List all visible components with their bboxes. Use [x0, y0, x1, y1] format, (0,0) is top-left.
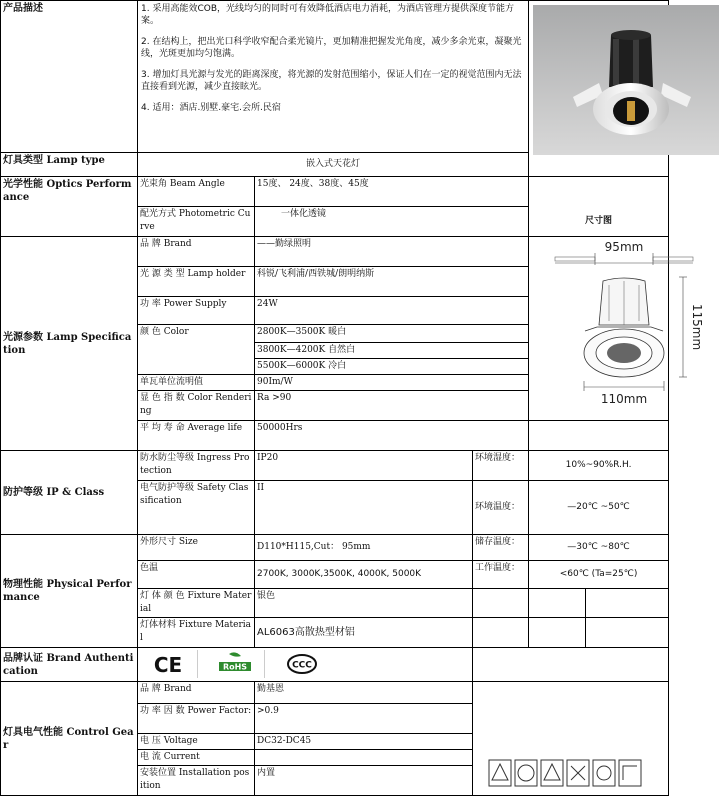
ce-mark-text: CE: [153, 653, 183, 677]
humidity-value: 10%~90%R.H.: [529, 451, 669, 481]
empty-cell: [586, 618, 669, 648]
rohs-mark-text: RoHS: [222, 662, 247, 672]
current-label: 电 流 Current: [138, 750, 255, 766]
description-cell: [138, 1, 529, 153]
voltage-value: DC32-DC45: [255, 734, 473, 750]
current-value: [255, 750, 473, 766]
cct-label: 色温: [138, 561, 255, 589]
ce-logo: [138, 650, 198, 678]
storage-temp-label: 储存温度：: [473, 535, 529, 561]
empty-cell: [529, 177, 669, 207]
power-factor-value: >0.9: [255, 704, 473, 734]
product-photo-cell: [529, 1, 669, 177]
installation-label: 安装位置 Installation position: [138, 766, 255, 796]
lamp-holder-value: 科锐/飞利浦/西铁城/朗明纳斯: [255, 267, 529, 297]
work-temp-label: 工作温度：: [473, 561, 529, 589]
product-photo: [533, 5, 719, 155]
cri-label: 显 色 指 数 Color Rendering: [138, 391, 255, 421]
compliance-icons-cell: [473, 682, 669, 796]
efficacy-label: 单瓦单位流明值: [138, 375, 255, 391]
bottom-width-label: 110mm: [600, 392, 648, 406]
category-light-source: 光源参数 Lamp Specification: [1, 237, 138, 451]
lamp-holder-label: 光 源 类 型 Lamp holder: [138, 267, 255, 297]
empty-cell: [529, 589, 586, 618]
category-protection: 防护等级 IP & Class: [1, 451, 138, 535]
power-label: 功 率 Power Supply: [138, 297, 255, 325]
category-optics: 光学性能 Optics Performance: [1, 177, 138, 237]
humidity-label: 环境湿度：: [473, 451, 529, 481]
ccc-mark-text: CCC: [291, 660, 312, 671]
category-control-gear: 灯具电气性能 Control Gear: [1, 682, 138, 796]
ip-label: 防水防尘等级 Ingress Protection: [138, 451, 255, 481]
description-paragraph: 1. 采用高能效COB，光线均匀的同时可有效降低酒店电力消耗，为酒店管理方提供深度节能方案。: [141, 4, 514, 26]
fixture-color-label: 灯 体 颜 色 Fixture Material: [138, 589, 255, 618]
fixture-material-label: 灯体材料 Fixture Material: [138, 618, 255, 648]
lamp-type-value: 嵌入式天花灯: [138, 153, 529, 177]
description-paragraph: 3. 增加灯具光源与发光的距离深度，将光源的发射范围缩小，保证人们在一定的视觉范围内无法直接看到光源，减少直接眩光。: [141, 70, 522, 92]
color-label: 颜 色 Color: [138, 325, 255, 375]
certification-logos: [138, 648, 473, 682]
photometric-value: 一体化透镜: [255, 207, 529, 237]
power-value: 24W: [255, 297, 529, 325]
dimension-drawing-cell: [529, 237, 705, 421]
category-lamp-type: 灯具类型 Lamp type: [1, 153, 138, 177]
ip-value: IP20: [255, 451, 473, 481]
category-certification: 品牌认证 Brand Authentication: [1, 648, 138, 682]
installation-value: 内置: [255, 766, 473, 796]
color-option: 2800K—3500K 暖白: [255, 325, 529, 343]
empty-cell: [529, 618, 586, 648]
empty-cell: [473, 589, 529, 618]
empty-cell: [529, 421, 669, 451]
env-temp-label: 环境温度：: [473, 481, 529, 535]
empty-cell: [473, 618, 529, 648]
efficacy-value: 90Im/W: [255, 375, 529, 391]
size-label: 外形尺寸 Size: [138, 535, 255, 561]
rohs-logo: [205, 650, 265, 678]
safety-value: II: [255, 481, 473, 535]
category-physical: 物理性能 Physical Performance: [1, 535, 138, 648]
power-factor-label: 功 率 因 数 Power Factor:: [138, 704, 255, 734]
height-label: 115mm: [690, 303, 705, 351]
fixture-color-value: 银色: [255, 589, 473, 618]
category-product-description: 产品描述: [1, 1, 138, 153]
brand-value: ——勤绿照明: [255, 237, 529, 267]
gear-brand-label: 品 牌 Brand: [138, 682, 255, 704]
photometric-label: 配光方式 Photometric Curve: [138, 207, 255, 237]
empty-cell: [473, 648, 669, 682]
work-temp-value: <60℃ (Ta=25℃): [529, 561, 669, 589]
beam-angle-value: 15度、 24度、38度、45度: [255, 177, 529, 207]
life-label: 平 均 寿 命 Average life: [138, 421, 255, 451]
compliance-icons: [487, 758, 647, 788]
dimension-drawing: [533, 241, 719, 411]
life-value: 50000Hrs: [255, 421, 529, 451]
size-drawing-header: 尺寸图: [529, 207, 669, 237]
empty-cell: [586, 589, 669, 618]
size-value: D110*H115,Cut： 95mm: [255, 535, 473, 561]
description-paragraph: 2. 在结构上，把出光口科学收窄配合柔光镜片，更加精准把握发光角度，减少多余光束，凝聚光线，光斑更加均匀饱满。: [141, 37, 522, 59]
brand-label: 品 牌 Brand: [138, 237, 255, 267]
color-option: 5500K—6000K 冷白: [255, 359, 529, 375]
ccc-logo: [272, 650, 332, 678]
cct-value: 2700K, 3000K,3500K, 4000K, 5000K: [255, 561, 473, 589]
description-paragraph: 4. 适用：酒店.别墅.豪宅.会所.民宿: [141, 103, 281, 113]
env-temp-value: —20℃ ~50℃: [529, 481, 669, 535]
voltage-label: 电 压 Voltage: [138, 734, 255, 750]
color-option: 3800K—4200K 自然白: [255, 343, 529, 359]
storage-temp-value: —30℃ ~80℃: [529, 535, 669, 561]
beam-angle-label: 光束角 Beam Angle: [138, 177, 255, 207]
safety-label: 电气防护等级 Safety Classification: [138, 481, 255, 535]
top-width-label: 95mm: [604, 240, 644, 254]
cri-value: Ra >90: [255, 391, 529, 421]
gear-brand-value: 勤基恩: [255, 682, 473, 704]
fixture-material-value: AL6063高散热型材铝: [255, 618, 473, 648]
